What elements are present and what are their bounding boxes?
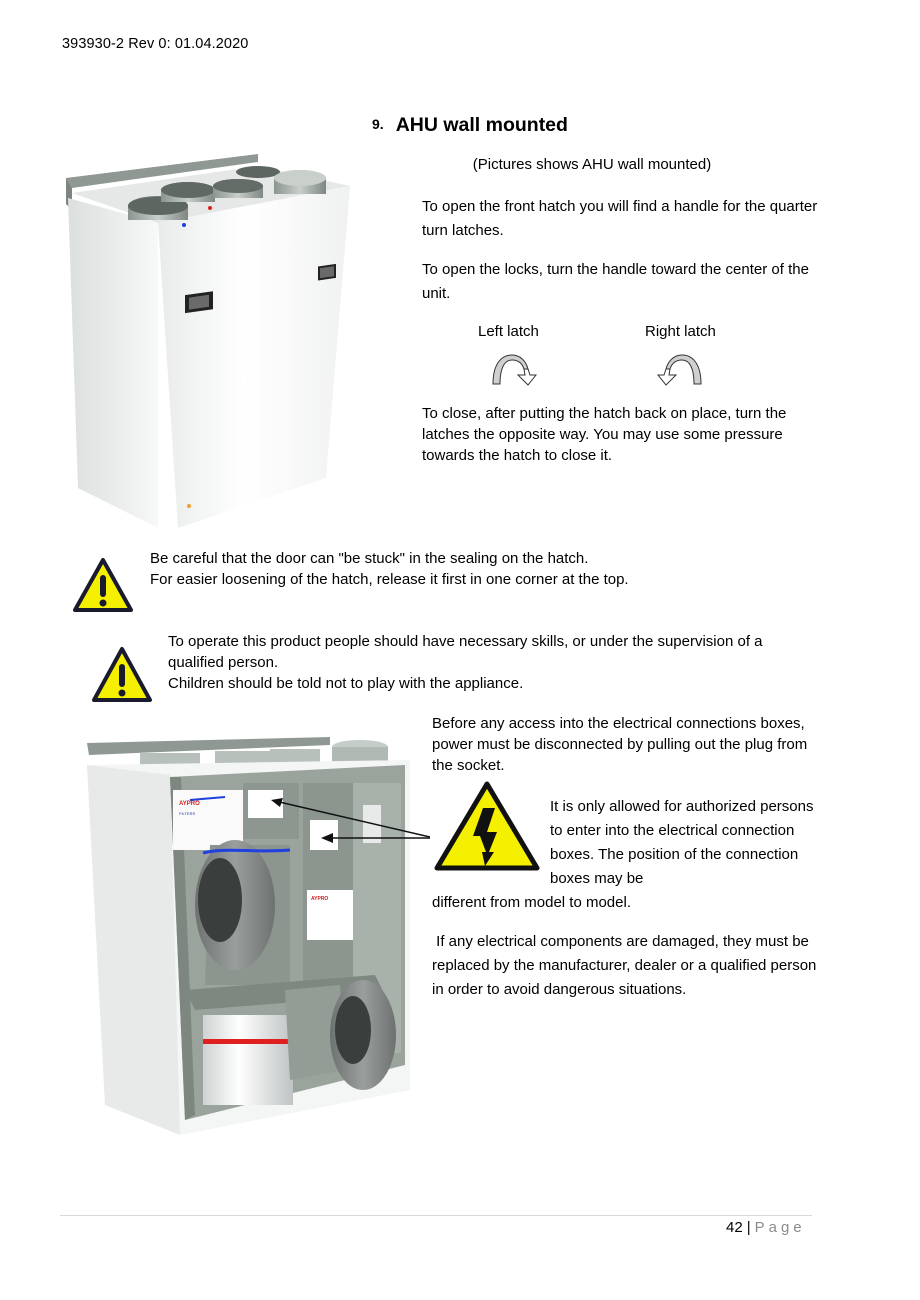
- warning-exclamation-icon: [91, 646, 153, 703]
- paragraph-disconnect-power: Before any access into the electrical connections boxes, power must be disconnected by pulling out the plug from the socket.: [432, 715, 808, 774]
- image-caption: (Pictures shows AHU wall mounted): [472, 156, 712, 173]
- svg-text:FILTERS: FILTERS: [179, 811, 196, 816]
- warning-qualified-person: [168, 631, 808, 694]
- open-unit-image: [85, 735, 430, 1135]
- electrical-hazard-icon: [433, 780, 541, 872]
- warning-stuck-door: [150, 548, 850, 590]
- page-footer: [726, 1219, 806, 1236]
- svg-text:AYPRO: AYPRO: [311, 896, 329, 902]
- paragraph-close-hatch: To close, after putting the hatch back on place, turn the latches the opposite way. You may use some pressure towards the hatch to close it.: [422, 405, 787, 464]
- warning-exclamation-icon: [72, 557, 134, 613]
- paragraph-authorized-persons-continued: different from model to model.: [432, 894, 631, 911]
- paragraph-open-locks: To open the locks, turn the handle toward the center of the unit.: [422, 261, 809, 302]
- left-latch-label: Left latch: [478, 323, 539, 340]
- footer-divider: [60, 1215, 812, 1216]
- footer-separator: |: [746, 1219, 751, 1236]
- page-word: Page: [754, 1219, 806, 1236]
- section-heading: [372, 114, 568, 137]
- closed-unit-image: [58, 148, 358, 533]
- section-number: 9.: [372, 116, 384, 132]
- warning-line: Be careful that the door can "be stuck" in the sealing on the hatch.: [150, 550, 589, 567]
- svg-text:AYPRO: AYPRO: [179, 801, 200, 807]
- document-reference: 393930-2 Rev 0: 01.04.2020: [62, 36, 249, 52]
- counterclockwise-turn-arrow-icon: [652, 353, 704, 387]
- section-title: AHU wall mounted: [395, 114, 568, 136]
- clockwise-turn-arrow-icon: [490, 353, 542, 387]
- page-number: 42: [726, 1219, 743, 1236]
- paragraph-open-hatch: To open the front hatch you will find a handle for the quarter turn latches.: [422, 198, 818, 239]
- right-latch-label: Right latch: [645, 323, 716, 340]
- paragraph-authorized-persons: It is only allowed for authorized persons to enter into the electrical connection boxes. The position of the connection boxes may be: [550, 798, 814, 887]
- warning-line: For easier loosening of the hatch, release it first in one corner at the top.: [150, 571, 629, 588]
- paragraph-damaged-components: If any electrical components are damaged, they must be replaced by the manufacturer, dealer or a qualified person in order to avoid dangerous situations.: [432, 933, 821, 998]
- warning-line: To operate this product people should have necessary skills, or under the supervision of a qualified person.: [168, 633, 763, 671]
- warning-line: Children should be told not to play with the appliance.: [168, 675, 524, 692]
